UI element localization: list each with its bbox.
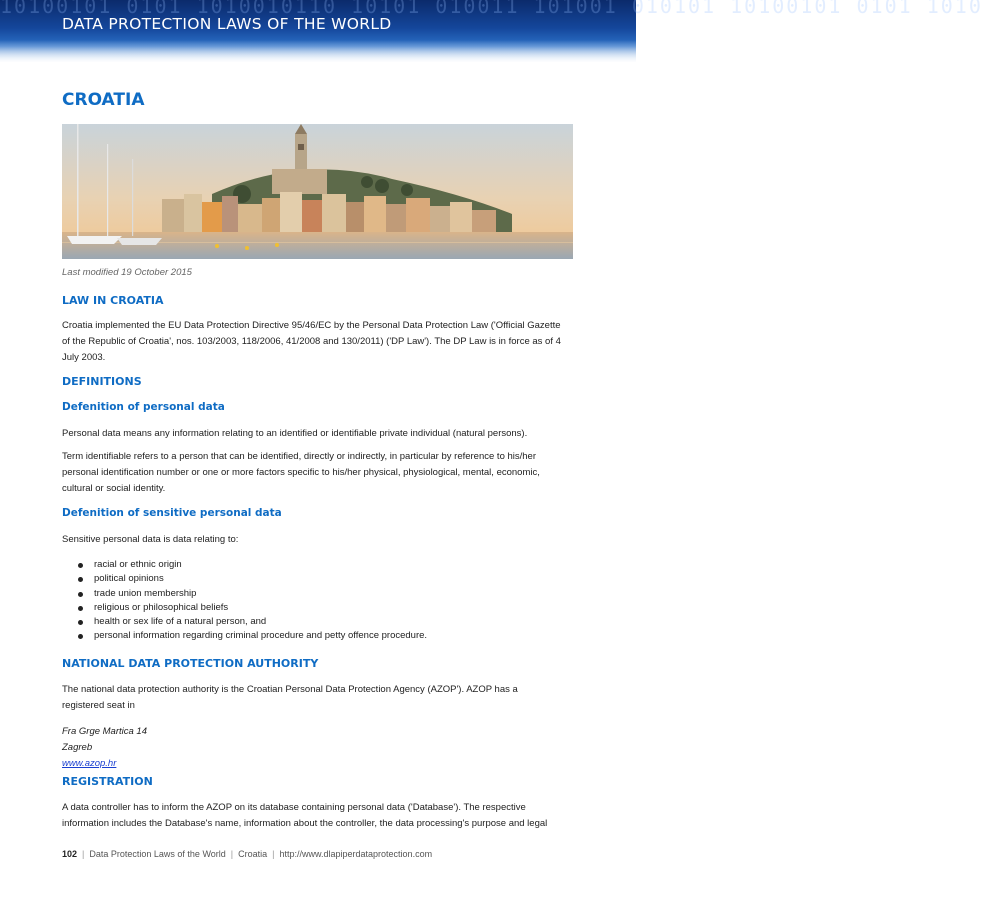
bullet-icon (78, 620, 83, 625)
address-city: Zagreb (62, 741, 93, 753)
list-item: health or sex life of a natural person, and (78, 615, 427, 629)
coastal-town-photo (62, 124, 573, 259)
subheading-sensitive-data: Defenition of sensitive personal data (62, 507, 282, 519)
footer-country: Croatia (238, 849, 268, 859)
bullet-icon (78, 606, 83, 611)
footer-separator: | (82, 849, 85, 859)
list-item: political opinions (78, 572, 427, 586)
list-item: religious or philosophical beliefs (78, 601, 427, 615)
law-paragraph: Croatia implemented the EU Data Protection Directive 95/46/EC by the Personal Data Protection Law ('Official Gazette of the Republic of Croatia', nos. 103/2003, 118/2006, 41/2008 and 130/2011) ('DP Law'). The DP Law is in force as of 4 July 2003. (62, 320, 561, 363)
authority-website-link[interactable]: www.azop.hr (62, 757, 117, 769)
banner-fade (0, 40, 636, 62)
section-heading-authority: NATIONAL DATA PROTECTION AUTHORITY (62, 657, 319, 670)
list-item: personal information regarding criminal procedure and petty offence procedure. (78, 629, 427, 643)
sensitive-data-intro: Sensitive personal data is data relating to: (62, 534, 239, 545)
personal-data-paragraph-1: Personal data means any information relating to an identified or identifiable private individual (natural persons). (62, 428, 528, 439)
section-heading-definitions: DEFINITIONS (62, 375, 142, 388)
bullet-icon (78, 577, 83, 582)
binary-digits-background: 10100101 0101 1010010110 10101 010011 101001 010101 10100101 0101 1010 (0, 0, 983, 18)
address-street: Fra Grge Martica 14 (62, 726, 147, 737)
sensitive-data-list (78, 558, 427, 644)
registration-paragraph: A data controller has to inform the AZOP on its database containing personal data ('Database'). The respective information includes the Database's name, information about the controller, the data processing's purpose and legal (62, 802, 548, 829)
section-heading-registration: REGISTRATION (62, 775, 153, 788)
list-item: racial or ethnic origin (78, 558, 427, 572)
section-heading-law: LAW IN CROATIA (62, 294, 164, 307)
publication-title: DATA PROTECTION LAWS OF THE WORLD (62, 15, 392, 33)
bullet-icon (78, 634, 83, 639)
authority-address (62, 724, 147, 771)
personal-data-paragraph-2: Term identifiable refers to a person that can be identified, directly or indirectly, in particular by reference to his/her personal identification number or one or more factors specific to his/her physical, physiological, mental, economic, cultural or social identity. (62, 451, 540, 494)
list-item: trade union membership (78, 587, 427, 601)
header-banner (0, 0, 983, 62)
country-title: CROATIA (62, 90, 145, 110)
last-modified-date: Last modified 19 October 2015 (62, 267, 192, 278)
page-number: 102 (62, 849, 78, 859)
page-footer (62, 849, 432, 859)
footer-publication: Data Protection Laws of the World (89, 849, 226, 859)
footer-url[interactable]: http://www.dlapiperdataprotection.com (279, 849, 433, 859)
footer-separator: | (272, 849, 275, 859)
subheading-personal-data: Defenition of personal data (62, 401, 225, 413)
authority-paragraph: The national data protection authority is the Croatian Personal Data Protection Agency (AZOP'). AZOP has a registered seat in (62, 684, 518, 711)
bullet-icon (78, 563, 83, 568)
footer-separator: | (230, 849, 234, 859)
bullet-icon (78, 592, 83, 597)
